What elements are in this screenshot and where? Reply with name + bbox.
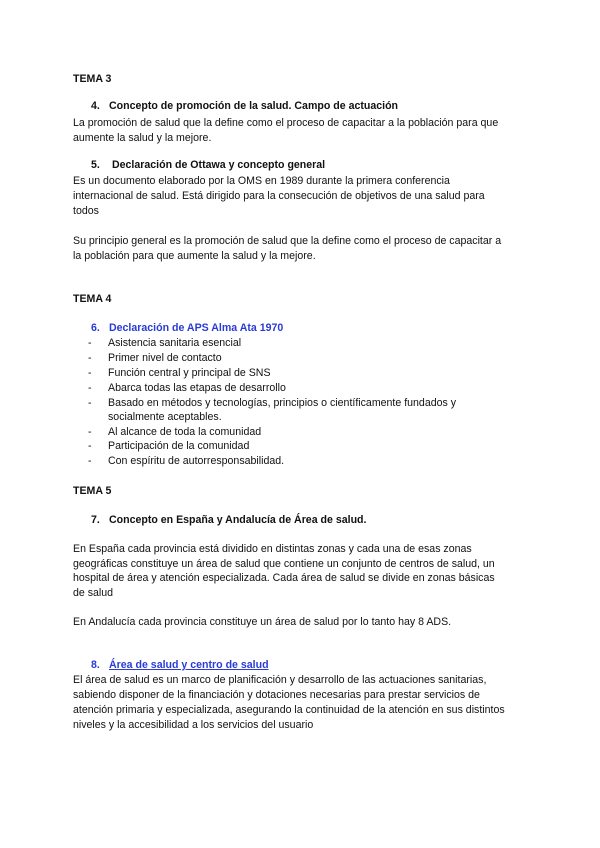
tema-3-paragraph-1-line-1: La promoción de salud que la define como el proceso de capacitar a la población para que <box>73 117 499 129</box>
list-item: Basado en métodos y tecnologías, principios o científicamente fundados y <box>108 397 457 409</box>
list-dash: - <box>88 397 92 409</box>
list-item: Abarca todas las etapas de desarrollo <box>108 382 286 394</box>
list-item: Primer nivel de contacto <box>108 352 222 364</box>
heading-5-text: Declaración de Ottawa y concepto general <box>112 159 326 171</box>
tema-3-paragraph-1-line-2: aumente la salud y la mejore. <box>73 132 212 144</box>
tema-5-title: TEMA 5 <box>73 485 112 497</box>
tema-4-title: TEMA 4 <box>73 293 112 305</box>
tema-5-paragraph-2: En Andalucía cada provincia constituye un área de salud por lo tanto hay 8 ADS. <box>73 616 452 628</box>
list-item-continuation: socialmente aceptables. <box>108 411 222 423</box>
tema-5-paragraph-1-line-2: geográficas constituye un área de salud que contiene un conjunto de centros de salud, un <box>73 558 495 570</box>
list-item: Al alcance de toda la comunidad <box>108 426 262 438</box>
tema-3-title: TEMA 3 <box>73 73 112 85</box>
heading-6 <box>91 321 283 336</box>
tema-3-paragraph-3-line-2: la población para que aumente la salud y la mejore. <box>73 250 316 262</box>
list-item: Función central y principal de SNS <box>108 367 271 379</box>
heading-8-text: Área de salud y centro de salud <box>109 659 269 671</box>
heading-7-number: 7. <box>91 514 100 526</box>
heading-4-number: 4. <box>91 100 100 112</box>
list-item: Participación de la comunidad <box>108 440 250 452</box>
tema-5-paragraph-1-line-1: En España cada provincia está dividido en distintas zonas y cada una de esas zonas <box>73 543 472 555</box>
heading-6-number: 6. <box>91 322 100 334</box>
tema-5-paragraph-3-line-3: atención primaria y especializada, asegurando la continuidad de la atención en sus distintos <box>73 704 505 716</box>
tema-5-paragraph-3-line-1: El área de salud es un marco de planificación y desarrollo de las actuaciones sanitarias, <box>73 674 487 686</box>
list-dash: - <box>88 455 92 467</box>
list-dash: - <box>88 382 92 394</box>
tema-3-paragraph-2-line-3: todos <box>73 205 99 217</box>
tema-3-paragraph-2-line-1: Es un documento elaborado por la OMS en 1989 durante la primera conferencia <box>73 175 450 187</box>
heading-5-number: 5. <box>91 159 100 171</box>
heading-4 <box>91 99 398 114</box>
heading-7-text: Concepto en España y Andalucía de Área de salud. <box>109 514 367 526</box>
tema-3-paragraph-2-line-2: internacional de salud. Está dirigido para la consecución de objetivos de una salud para <box>73 190 485 202</box>
tema-5-paragraph-3-line-4: niveles y la accesibilidad a los servicios del usuario <box>73 719 314 731</box>
heading-8 <box>91 658 269 673</box>
tema-5-paragraph-1-line-3: hospital de área y atención especializada. Cada área de salud se divide en zonas básicas <box>73 572 495 584</box>
heading-7 <box>91 513 366 528</box>
heading-4-text: Concepto de promoción de la salud. Campo de actuación <box>109 100 399 112</box>
heading-6-text: Declaración de APS Alma Ata 1970 <box>109 322 284 334</box>
tema-3-paragraph-3-line-1: Su principio general es la promoción de salud que la define como el proceso de capacitar a <box>73 235 502 247</box>
list-dash: - <box>88 352 92 364</box>
list-item: Con espíritu de autorresponsabilidad. <box>108 455 285 467</box>
list-dash: - <box>88 440 92 452</box>
heading-5 <box>91 158 325 173</box>
list-dash: - <box>88 426 92 438</box>
list-item: Asistencia sanitaria esencial <box>108 337 242 349</box>
list-dash: - <box>88 337 92 349</box>
heading-8-number: 8. <box>91 659 100 671</box>
list-dash: - <box>88 367 92 379</box>
tema-5-paragraph-1-line-4: de salud <box>73 587 114 599</box>
tema-5-paragraph-3-line-2: sabiendo disponer de la financiación y dotaciones necesarias para prestar servicios de <box>73 689 480 701</box>
